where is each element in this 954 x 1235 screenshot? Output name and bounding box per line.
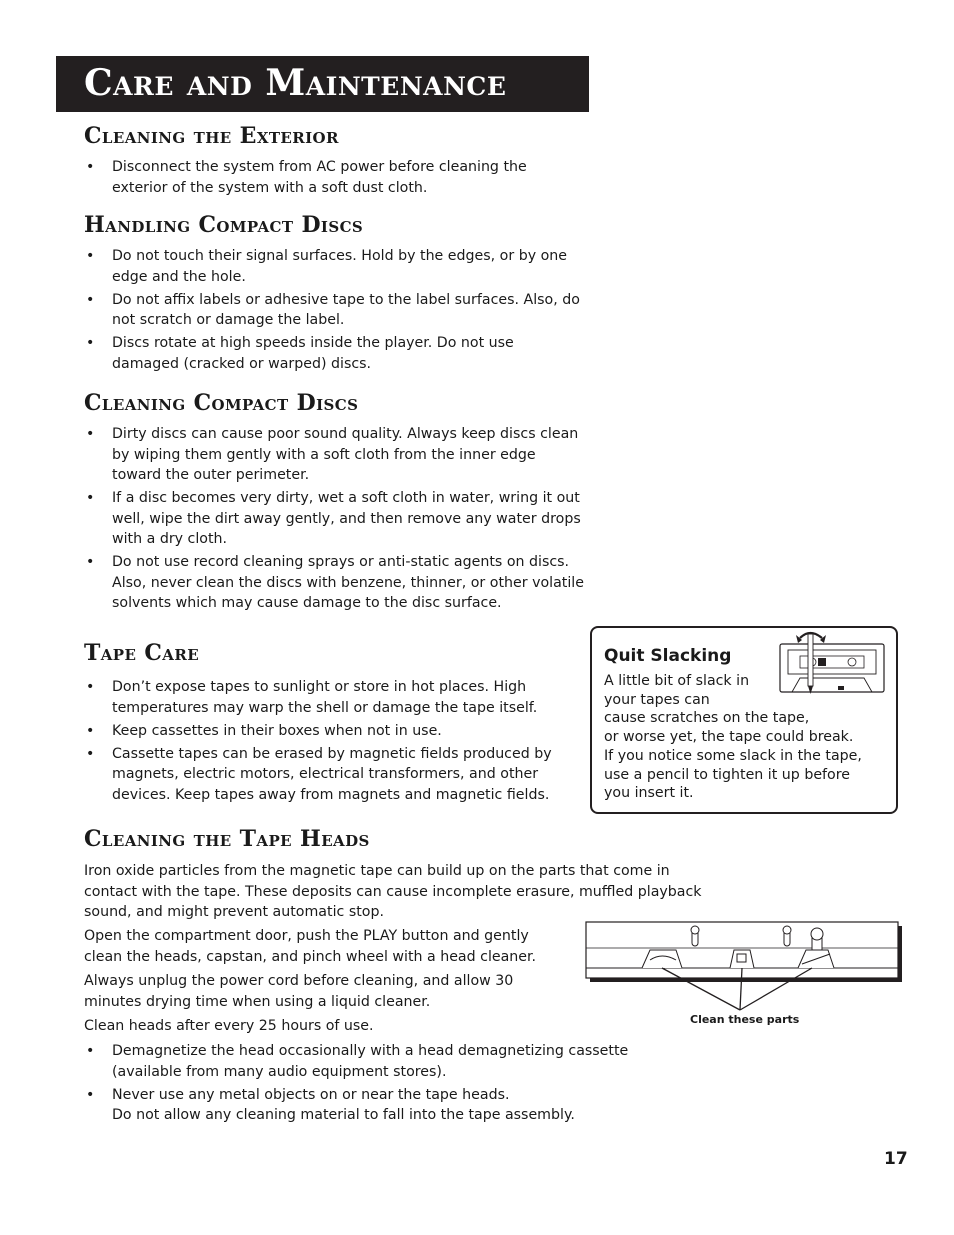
list-item: • Do not touch their signal surfaces. Hold by the edges, or by one edge and the hole.: [84, 246, 584, 287]
sidebar-line: cause scratches on the tape,: [604, 710, 810, 727]
list-item: • Do not use record cleaning sprays or anti-static agents on discs. Also, never clean the discs with benzene, thinner, or other volatile solvents which may cause damage to the disc surface.: [84, 552, 584, 614]
list-tape-care: [84, 677, 584, 808]
list-item: • Don’t expose tapes to sunlight or store in hot places. High temperatures may warp the shell or damage the tape itself.: [84, 677, 584, 718]
list-cleaning-exterior: [84, 157, 584, 201]
sidebar-line: use a pencil to tighten it up before: [604, 766, 850, 783]
heading-cleaning-tape-heads: Cleaning the Tape Heads: [84, 826, 370, 852]
sidebar-line: or worse yet, the tape could break.: [604, 729, 854, 746]
heading-cleaning-exterior: Cleaning the Exterior: [84, 123, 339, 149]
list-item: • If a disc becomes very dirty, wet a soft cloth in water, wring it out well, wipe the dirt away gently, and then remove any water drops with a dry cloth.: [84, 488, 584, 550]
page-title: Care and Maintenance: [84, 62, 507, 104]
list-item: • Cassette tapes can be erased by magnetic fields produced by magnets, electric motors, electrical transformers, and other devices. Keep tapes away from magnets and magnetic fields.: [84, 744, 584, 806]
sidebar-line: If you notice some slack in the tape,: [604, 747, 862, 764]
page-number: 17: [884, 1149, 908, 1169]
list-item: • Discs rotate at high speeds inside the player. Do not use damaged (cracked or warped) discs.: [84, 333, 584, 374]
figure-caption: Clean these parts: [690, 1013, 800, 1026]
paragraph-hours: Clean heads after every 25 hours of use.: [84, 1018, 374, 1034]
sidebar-tip-box: [590, 626, 898, 814]
list-item: [84, 1085, 664, 1126]
heading-handling-discs: Handling Compact Discs: [84, 212, 364, 238]
sidebar-line: A little bit of slack in: [604, 673, 750, 689]
sidebar-heading: Quit Slacking: [604, 646, 732, 666]
list-item: • Keep cassettes in their boxes when not in use.: [84, 721, 584, 742]
list-item: • Disconnect the system from AC power before cleaning the exterior of the system with a soft dust cloth.: [84, 157, 584, 198]
list-tape-heads: [84, 1041, 664, 1128]
list-item-line: Do not allow any cleaning material to fall into the tape assembly.: [112, 1107, 575, 1123]
heading-cleaning-discs: Cleaning Compact Discs: [84, 390, 359, 416]
page-title-bar: [56, 56, 589, 112]
paragraph-intro: Iron oxide particles from the magnetic tape can build up on the parts that come in contact with the tape. These deposits can cause incomplete erasure, muffled playback sound, and might prevent automatic stop.: [84, 863, 702, 920]
list-item: • Demagnetize the head occasionally with a head demagnetizing cassette (available from many audio equipment stores).: [84, 1041, 664, 1082]
cassette-pencil-illustration: [778, 630, 890, 696]
list-handling-discs: [84, 246, 584, 377]
sidebar-line: you insert it.: [604, 785, 694, 802]
sidebar-line: your tapes can: [604, 691, 710, 708]
list-cleaning-discs: [84, 424, 584, 616]
heading-tape-care: Tape Care: [84, 640, 200, 666]
list-item: • Do not affix labels or adhesive tape to the label surfaces. Also, do not scratch or damage the label.: [84, 290, 584, 331]
paragraph-unplug: Always unplug the power cord before cleaning, and allow 30 minutes drying time when using a liquid cleaner.: [84, 973, 514, 1010]
list-item-line: • Never use any metal objects on or near the tape heads.: [112, 1086, 510, 1103]
paragraph-open-door: Open the compartment door, push the PLAY button and gently clean the heads, capstan, and pinch wheel with a head cleaner.: [84, 928, 537, 965]
list-item: • Dirty discs can cause poor sound quality. Always keep discs clean by wiping them gently with a soft cloth from the inner edge toward the outer perimeter.: [84, 424, 584, 486]
